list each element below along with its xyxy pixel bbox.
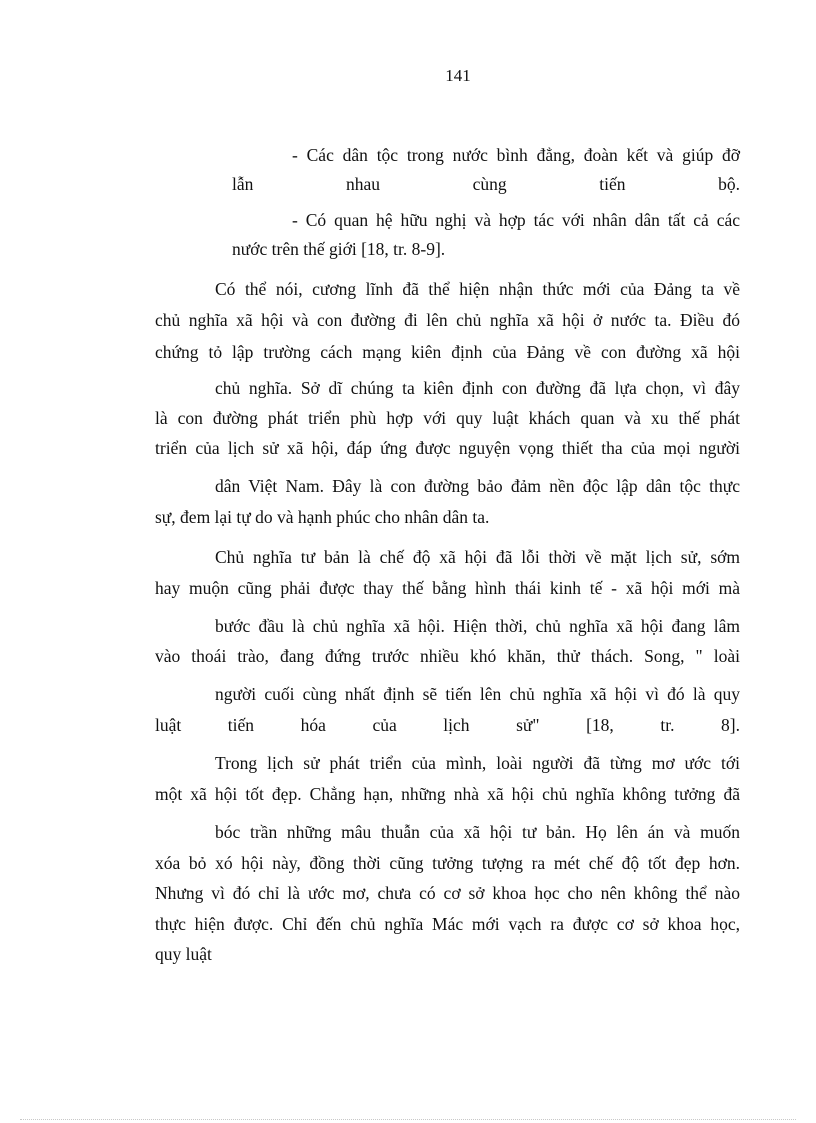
- text-line: chứng tỏ lập trường cách mạng kiên định của Đảng về con đường xã hội: [155, 342, 740, 362]
- text-line: chủ nghĩa xã hội và con đường đi lên chủ nghĩa xã hội ở nước ta. Điều đó: [155, 310, 740, 330]
- page-number: 141: [445, 66, 471, 85]
- text-line: luật tiến hóa của lịch sử" [18, tr. 8].: [155, 715, 740, 735]
- text-line: Nhưng vì đó chỉ là ước mơ, chưa có cơ sở khoa học cho nên không thể nào: [155, 883, 740, 903]
- text-line: - Các dân tộc trong nước bình đẳng, đoàn kết và giúp đỡ: [292, 145, 740, 165]
- text-line: quy luật: [155, 944, 212, 964]
- text-line: bóc trần những mâu thuẫn của xã hội tư bản. Họ lên án và muốn: [215, 822, 740, 842]
- text-line: bước đầu là chủ nghĩa xã hội. Hiện thời, chủ nghĩa xã hội đang lâm: [215, 616, 740, 636]
- text-line: chủ nghĩa. Sở dĩ chúng ta kiên định con đường đã lựa chọn, vì đây: [215, 378, 740, 398]
- text-line: dân Việt Nam. Đây là con đường bảo đảm nền độc lập dân tộc thực: [215, 476, 740, 496]
- text-line: - Có quan hệ hữu nghị và hợp tác với nhân dân tất cả các: [292, 210, 740, 230]
- text-line: Trong lịch sử phát triển của mình, loài người đã từng mơ ước tới: [215, 753, 740, 773]
- text-line: hay muộn cũng phải được thay thế bằng hình thái kinh tế - xã hội mới mà: [155, 578, 740, 598]
- text-line: Có thể nói, cương lĩnh đã thể hiện nhận thức mới của Đảng ta về: [215, 279, 740, 299]
- text-line: Chủ nghĩa tư bản là chế độ xã hội đã lỗi thời về mặt lịch sử, sớm: [215, 547, 740, 567]
- text-line: nước trên thế giới [18, tr. 8-9].: [232, 239, 446, 259]
- text-line: vào thoái trào, đang đứng trước nhiều khó khăn, thử thách. Song, " loài: [155, 646, 740, 666]
- text-line: lẫn nhau cùng tiến bộ.: [232, 174, 740, 194]
- text-line: người cuối cùng nhất định sẽ tiến lên chủ nghĩa xã hội vì đó là quy: [215, 684, 740, 704]
- text-line: là con đường phát triển phù hợp với quy luật khách quan và xu thế phát: [155, 408, 740, 428]
- text-line: triển của lịch sử xã hội, đáp ứng được nguyện vọng thiết tha của mọi người: [155, 438, 740, 458]
- text-line: thực hiện được. Chỉ đến chủ nghĩa Mác mới vạch ra được cơ sở khoa học,: [155, 914, 740, 934]
- page-bottom-border: [20, 1119, 796, 1120]
- text-line: sự, đem lại tự do và hạnh phúc cho nhân dân ta.: [155, 507, 490, 527]
- text-line: xóa bỏ xó hội này, đồng thời cũng tưởng tượng ra mét chế độ tốt đẹp hơn.: [155, 853, 740, 873]
- text-line: một xã hội tốt đẹp. Chẳng hạn, những nhà xã hội chủ nghĩa không tưởng đã: [155, 784, 740, 804]
